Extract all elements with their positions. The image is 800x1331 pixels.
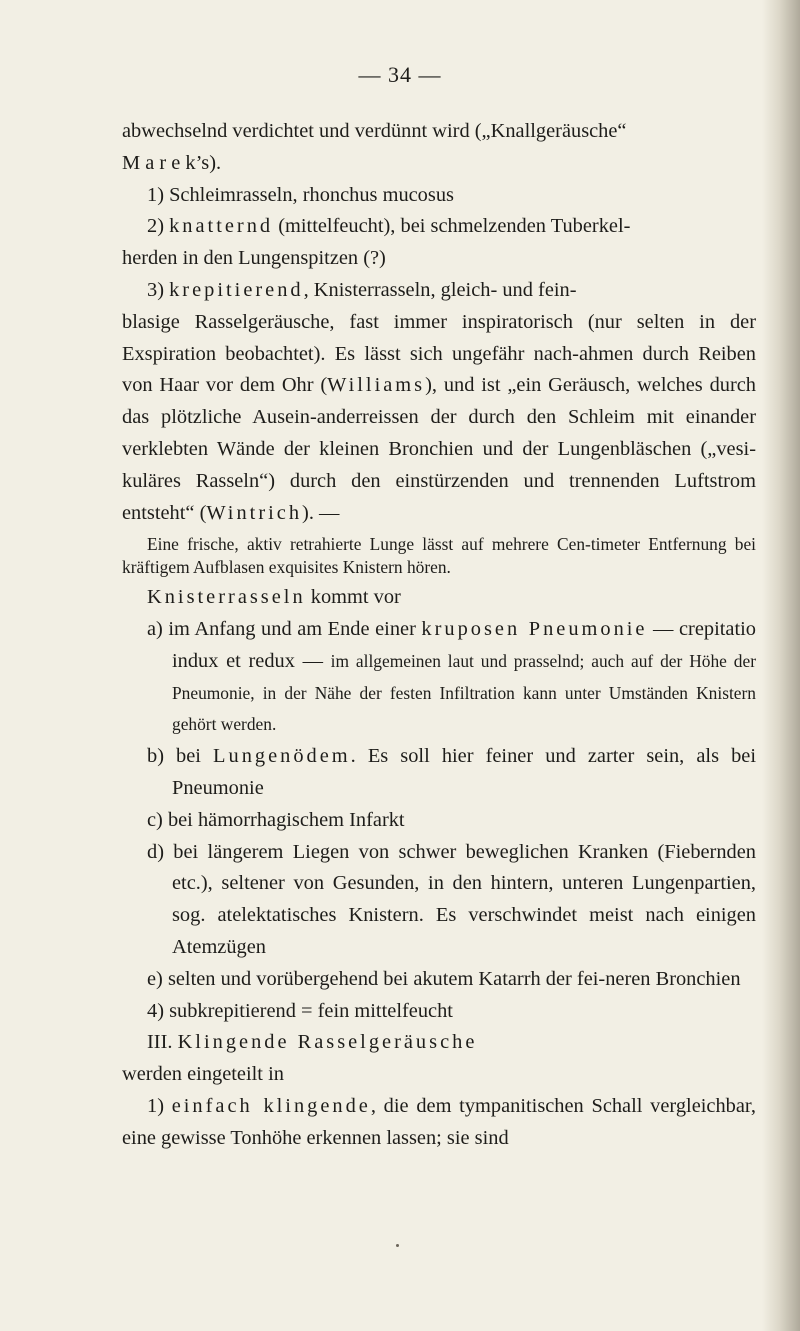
list-item (122, 996, 756, 1028)
page-edge-shadow (762, 0, 800, 1331)
small-note (122, 533, 756, 578)
text-line: herden in den Lungenspitzen (?) (122, 247, 386, 270)
list-item-b (122, 741, 756, 805)
text-line: III. (147, 1031, 178, 1054)
spaced-term: krepitierend (169, 278, 304, 301)
spaced-term: Knisterrasseln (147, 586, 306, 609)
spaced-term: Lungenödem (213, 745, 351, 768)
print-speck (396, 1244, 399, 1247)
spaced-term: Klingende Rasselgeräusche (177, 1031, 478, 1054)
text-line: 1) (147, 1094, 172, 1117)
text-line: — crepitatio indux et redux — (172, 617, 756, 672)
list-item-a (122, 614, 756, 741)
list-item-c (122, 805, 756, 837)
list-item (122, 1091, 756, 1155)
text-line: a) im Anfang und am Ende einer (147, 617, 422, 640)
page-number: — 34 — (358, 62, 442, 87)
text-line: abwechselnd verdichtet und verdünnt wird („Knallgeräusche“ (122, 120, 627, 142)
text-line: ). — (302, 501, 340, 524)
paragraph (122, 307, 756, 530)
text-line: . Es soll hier feiner und zarter sein, als bei Pneumonie (172, 745, 756, 799)
text-line: 3) (147, 278, 170, 301)
paragraph (122, 1059, 756, 1091)
text-line: c) bei hämorrhagischem Infarkt (147, 808, 405, 831)
text-line: Eine frische, aktiv retrahierte Lunge lässt auf mehrere Cen-timeter Entfernung bei kräftigem Aufblasen exquisites Knistern hören. (122, 534, 756, 577)
text-line: d) bei längerem Liegen von schwer beweglichen Kranken (Fiebernden etc.), seltener von Gesunden, in den hintern, unteren Lungenpartien, sog. atelektatisches Knistern. Es verschwindet meist nach einigen Atemzügen (147, 840, 756, 958)
text-line: werden eingeteilt in (122, 1063, 284, 1086)
spaced-term: Williams (327, 374, 426, 397)
list-item-e (122, 964, 756, 996)
paragraph-continuation (122, 116, 756, 180)
text-line: 1) Schleimrasseln, rhonchus mucosus (147, 183, 454, 206)
text-line: b) bei (147, 745, 214, 768)
section-lead (122, 582, 756, 614)
body-text (122, 116, 756, 1155)
spaced-term: Wintrich (206, 501, 303, 524)
text-line: blasige Rasselgeräusche, fast immer inspiratorisch (nur selten in der Exspiration beobachtet). Es lässt sich ungefähr nach-ahmen durch Reiben von Haar vor dem Ohr ( (122, 310, 756, 397)
text-line: , die dem tympanitischen Schall vergleichbar, eine gewisse Tonhöhe erkennen lassen; sie sind (122, 1094, 756, 1149)
text-line: kommt vor (305, 586, 401, 609)
spaced-term: einfach klingende (171, 1094, 371, 1117)
text-line: , Knisterrasseln, gleich- und fein- (303, 278, 577, 301)
list-item-d (122, 837, 756, 964)
spaced-term: knatternd (169, 215, 274, 238)
text-line: (mittelfeucht), bei schmelzenden Tuberkel- (273, 215, 631, 238)
text-line: M a r e k’s). (122, 151, 222, 174)
list-item (122, 275, 756, 307)
text-line: im allgemeinen laut und prasselnd; auch auf der Höhe der Pneumonie, in der Nähe der festen Infiltration kann unter Umständen Knistern gehört werden. (172, 650, 756, 735)
text-line: 2) (147, 215, 170, 238)
list-item (122, 211, 756, 275)
text-line: e) selten und vorübergehend bei akutem Katarrh der fei-neren Bronchien (147, 967, 741, 990)
text-line: ), und ist „ein Geräusch, welches durch das plötzliche Ausein-anderreissen der durch den Schleim mit einander verklebten Wände der kleinen Bronchien und der Lungenbläschen („vesi-kuläres Rasseln“) durch den einstürzenden und trennenden Luftstrom entsteht“ ( (122, 374, 756, 524)
spaced-term: kruposen Pneumonie (421, 617, 648, 640)
section-heading (122, 1027, 756, 1059)
text-line: 4) subkrepitierend = fein mittelfeucht (147, 999, 453, 1022)
list-item (122, 180, 756, 212)
